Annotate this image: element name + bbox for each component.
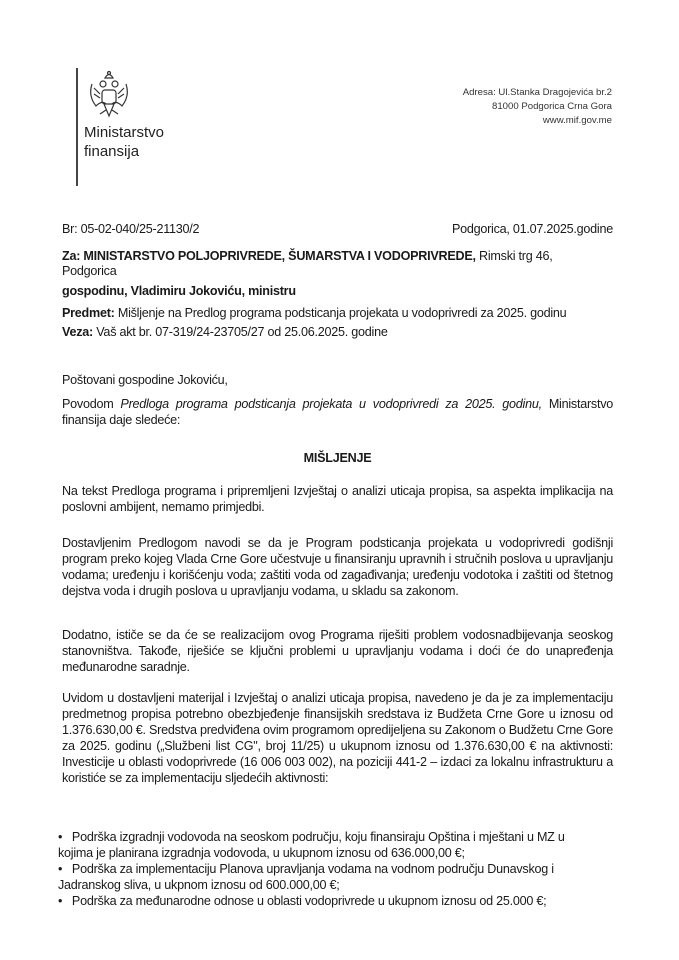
recipient-city: Podgorica xyxy=(62,264,117,278)
intro-lead: Povodom xyxy=(62,397,114,411)
addressee xyxy=(62,283,613,299)
opinion-heading: MIŠLJENJE xyxy=(303,451,372,465)
paragraph-1: Na tekst Predloga programa i pripremljeni Izvještaj o analizi uticaja propisa, sa aspekta implikacija na poslovni ambijent, nemamo primjedbi. xyxy=(62,484,613,514)
recipient-block xyxy=(62,248,613,279)
reference-line xyxy=(62,324,613,340)
ministry-line-1: Ministarstvo xyxy=(84,124,165,141)
veza-text: Vaš akt br. 07-319/24-23705/27 od 25.06.2025. godine xyxy=(96,325,388,339)
list-item xyxy=(58,829,598,861)
website-link[interactable]: www.mif.gov.me xyxy=(542,115,612,126)
bullet-icon: • xyxy=(58,894,63,908)
za-label: Za: xyxy=(62,249,81,263)
intro-paragraph xyxy=(62,396,613,428)
veza-label: Veza: xyxy=(62,325,93,339)
reference-number: Br: 05-02-040/25-21130/2 xyxy=(62,222,200,236)
list-item-text: Podrška za implementaciju Planova upravljanja vodama na vodnom području Dunavskog i Jadranskog sliva, u ukpnom iznosu od 600.000,00 €; xyxy=(58,862,554,892)
ministry-name xyxy=(84,123,164,161)
bullet-icon: • xyxy=(58,830,63,844)
intro-rest: Ministarstvo finansija daje sledeće: xyxy=(62,397,613,427)
list-item-text: Podrška za međunarodne odnose u oblasti vodoprivrede u ukupnom iznosu od 25.000 €; xyxy=(71,894,547,908)
list-item-text: Podrška izgradnji vodovoda na seoskom području, koju finansiraju Opština i mještani u MZ u kojima je planirana izgradnja vodovoda, u ukupnom iznosu od 636.000,00 €; xyxy=(58,830,565,860)
reference-row xyxy=(62,221,613,237)
recipient-address: Rimski trg 46, xyxy=(479,249,553,263)
paragraph-4: Uvidom u dostavljeni materijal i Izvještaj o analizi uticaja propisa, navedeno je da je za implementaciju predmetnog propisa potrebno obezbjeđenje finansijskih sredstava iz Budžeta Crne Gore u iznosu od 1.376.630,00 €. Sredstva predviđena ovim programom opredijeljena su Zakonom o Budžetu Crne Gore za 2025. godinu („Službeni list CG", broj 11/25) u ukupnom iznosu od 1.376.630,00 € na aktivnosti: Investicije u oblasti vodoprivrede (16 006 003 002), na poziciji 441-2 – izdaci za lokalnu infrastrukturu a koristiće se za implementaciju sljedećih aktivnosti: xyxy=(62,691,613,785)
list-item xyxy=(58,861,598,893)
ministry-address xyxy=(463,86,612,128)
letterhead-divider xyxy=(76,68,78,186)
coat-of-arms-icon xyxy=(86,70,132,120)
address-city: 81000 Podgorica Crna Gora xyxy=(492,101,612,112)
paragraph-2: Dostavljenim Predlogom navodi se da je Program podsticanja projekata u vodoprivredi godišnji program preko kojeg Vlada Crne Gore učestvuje u finansiranju upravnih i stručnih poslova u upravljanju vodama; uređenju i korišćenju voda; zaštiti voda od zagađivanja; uređenju vodotoka i zaštiti od štetnog dejstva voda i drugih poslova u upravljanju vodama, u skladu sa zakonom. xyxy=(62,536,613,598)
list-item xyxy=(58,893,598,909)
subject-line xyxy=(62,305,613,321)
predmet-label: Predmet: xyxy=(62,306,115,320)
ministry-line-2: finansija xyxy=(84,143,140,160)
recipient-name: MINISTARSTVO POLJOPRIVREDE, ŠUMARSTVA I VODOPRIVREDE, xyxy=(83,249,476,263)
bullet-icon: • xyxy=(58,862,63,876)
intro-italic: Predloga programa podsticanja projekata u vodoprivredi za 2025. godinu, xyxy=(120,397,542,411)
place-date: Podgorica, 01.07.2025.godine xyxy=(451,222,613,236)
paragraph-3: Dodatno, ističe se da će se realizacijom ovog Programa riješiti problem vodosnadbijevanja seoskog stanovništva. Takođe, riješiće se ključni problemi u upravljanju vodama i doći će do unapređenja međunarodne saradnje. xyxy=(62,628,613,674)
activity-list xyxy=(58,829,598,909)
predmet-text: Mišljenje na Predlog programa podsticanja projekata u vodoprivredi za 2025. godinu xyxy=(117,306,567,320)
address-street: Adresa: Ul.Stanka Dragojevića br.2 xyxy=(462,87,612,98)
addressee-text: gospodinu, Vladimiru Jokoviću, ministru xyxy=(62,284,296,298)
salutation: Poštovani gospodine Jokoviću, xyxy=(62,373,228,387)
